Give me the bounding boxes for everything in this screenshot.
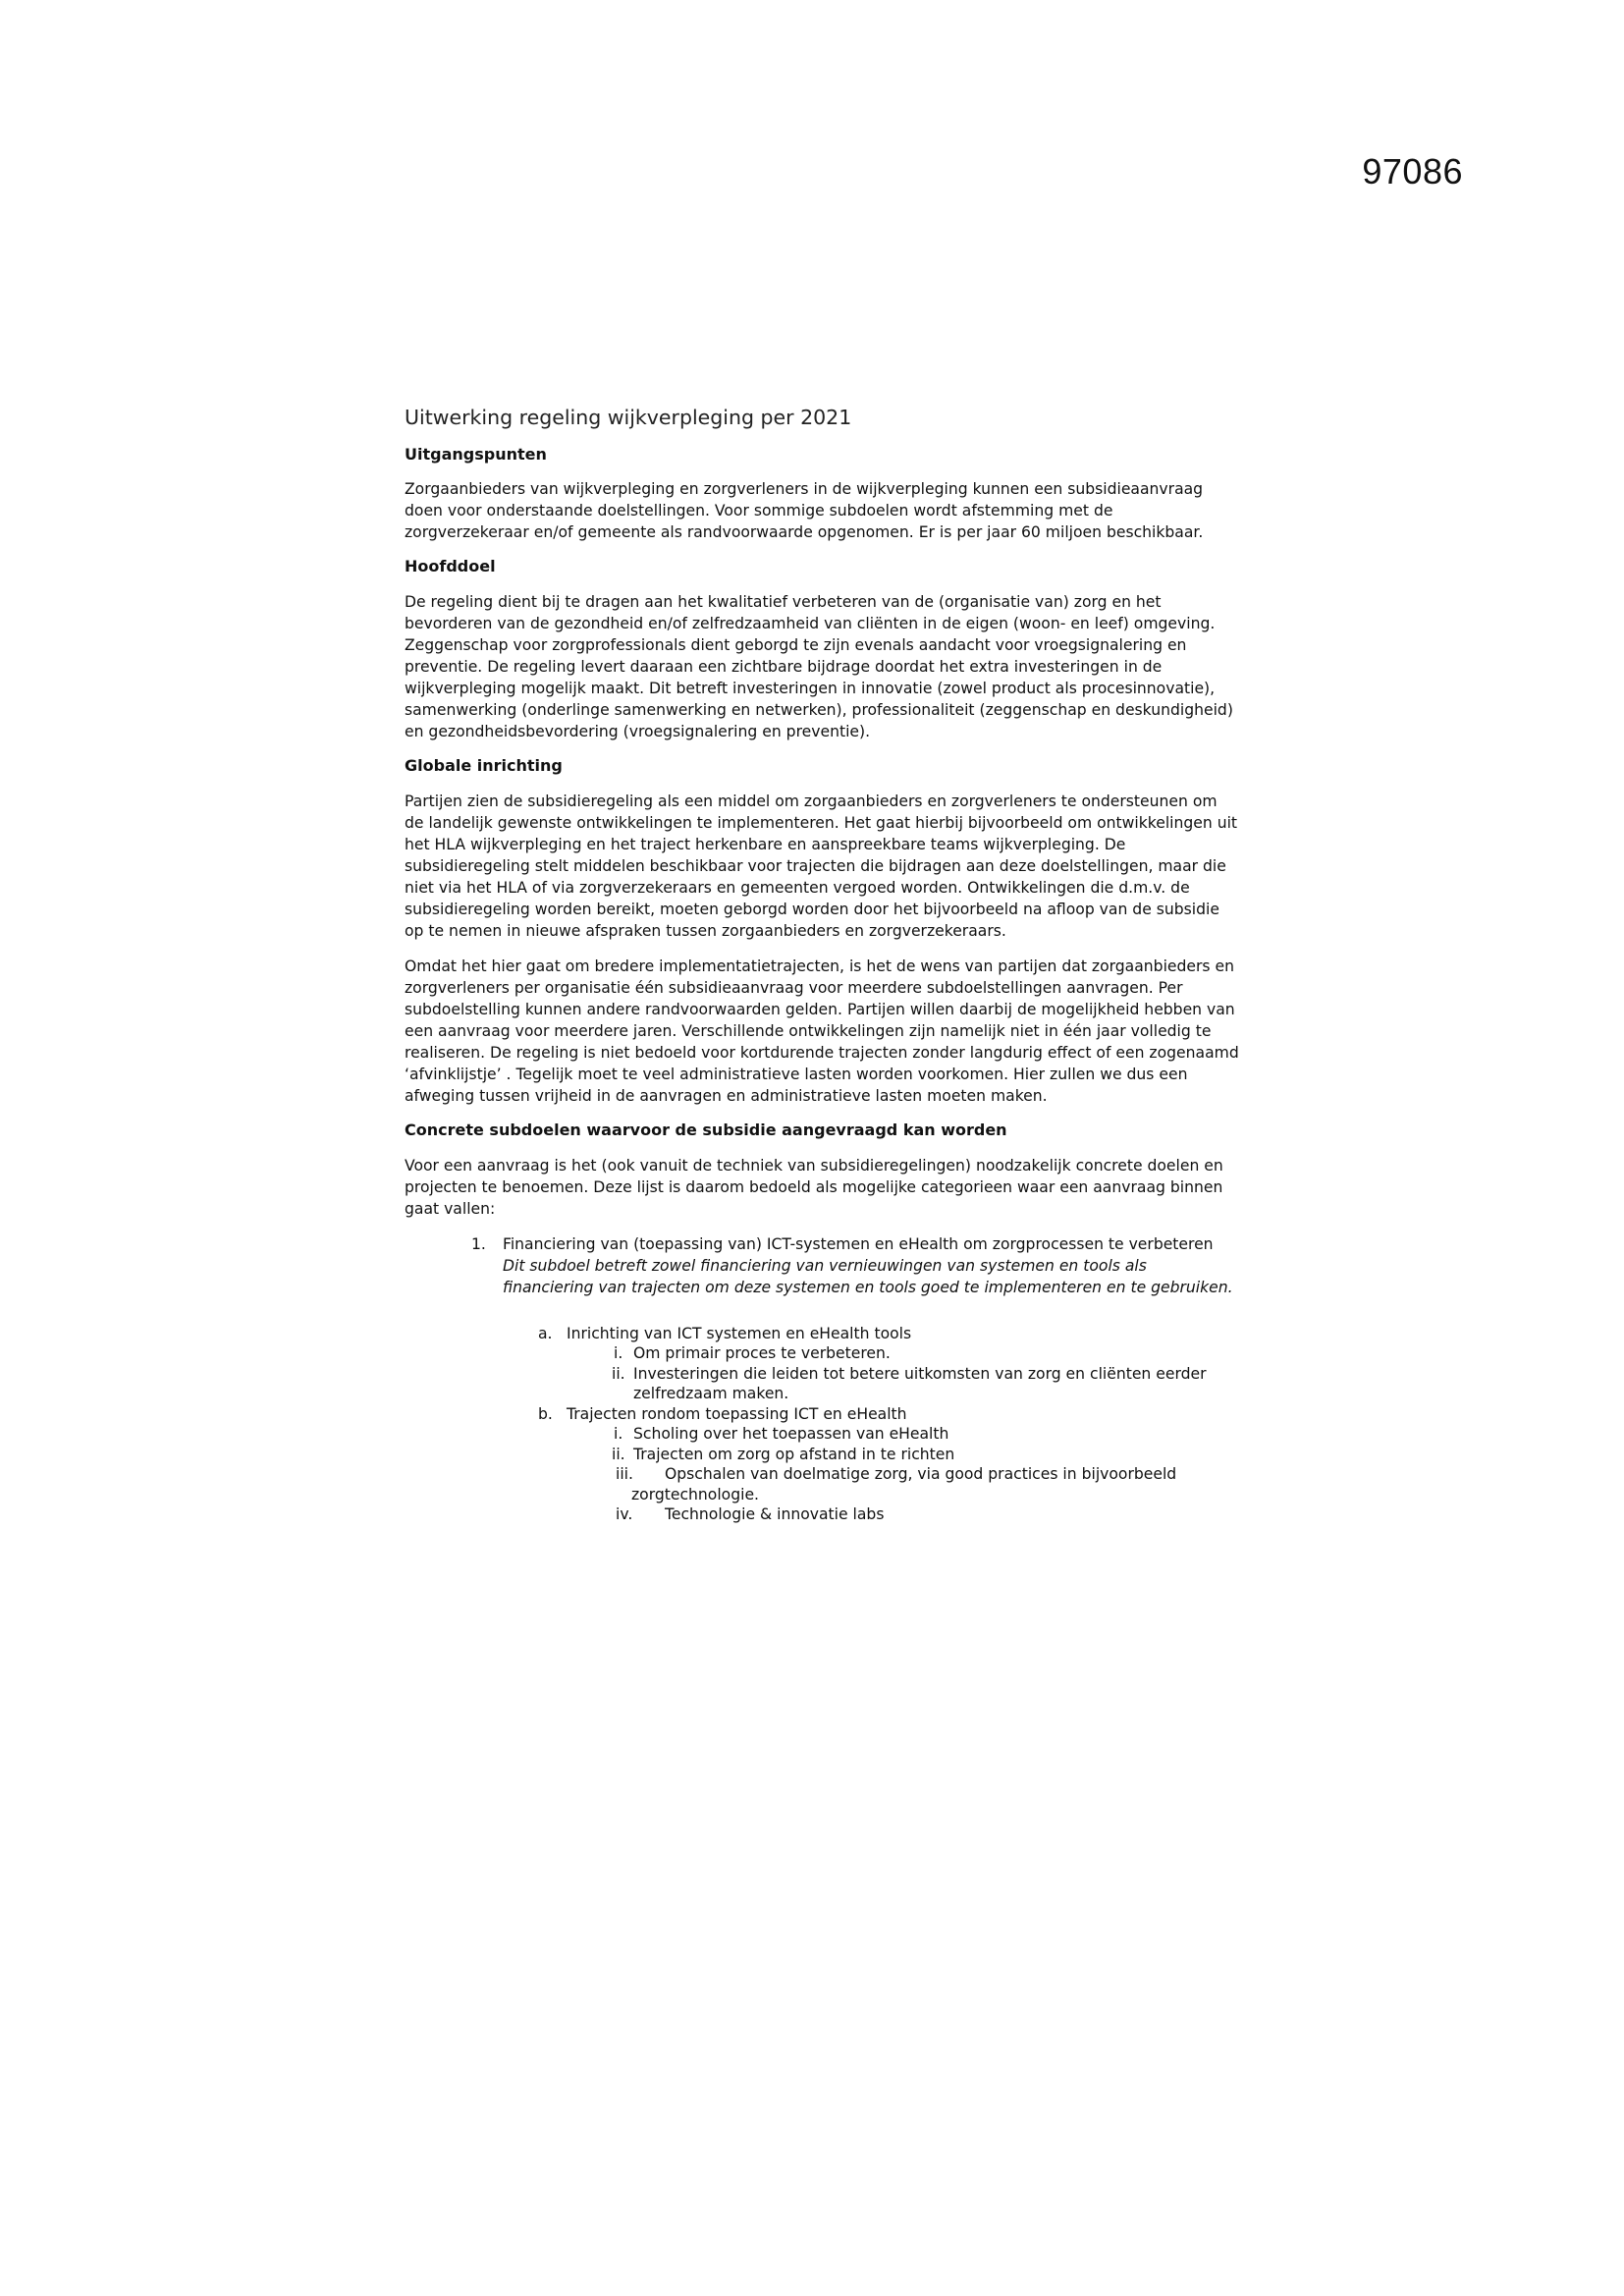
section-heading-globale-inrichting: Globale inrichting — [405, 756, 563, 776]
paragraph: Zorgaanbieders van wijkverpleging en zorgverleners in de wijkverpleging kunnen een subsidieaanvraag doen voor onderstaande doelstellingen. Voor sommige subdoelen wordt afstemming met de zorgverzekeraar en/of gemeente als randvoorwaarde opgenomen. Er is per jaar 60 miljoen beschikbaar. — [405, 480, 1204, 542]
list-item-text: Investeringen die leiden tot betere uitkomsten van zorg en cliënten eerder zelfredzaam maken. — [633, 1364, 1207, 1403]
list-item-text: Trajecten om zorg op afstand in te richten — [633, 1445, 955, 1463]
document-title: Uitwerking regeling wijkverpleging per 2021 — [405, 406, 852, 429]
list-item-number: 1. — [471, 1234, 486, 1253]
list-item-number: a. — [538, 1324, 553, 1342]
list-item-title: Financiering van (toepassing van) ICT-systemen en eHealth om zorgprocessen te verbeteren — [503, 1234, 1214, 1253]
list-item-text-continued: zorgtechnologie. — [631, 1485, 760, 1503]
list-item — [567, 1424, 1239, 1445]
list-item-label: Trajecten rondom toepassing ICT en eHealth — [567, 1404, 907, 1423]
document-body — [405, 405, 1239, 1525]
list-item — [567, 1445, 1239, 1465]
list-item-number: iii. — [616, 1465, 633, 1484]
list-item-label: Inrichting van ICT systemen en eHealth tools — [567, 1324, 912, 1342]
list-item — [567, 1343, 1239, 1364]
paragraph: De regeling dient bij te dragen aan het kwalitatief verbeteren van de (organisatie van) zorg en het bevorderen van de gezondheid en/of zelfredzaamheid van cliënten in de eigen (woon- en leef) omgeving. Zeggenschap voor zorgprofessionals dient geborgd te zijn evenals aandacht voor vroegsignalering en preventie. De regeling levert daaraan een zichtbare bijdrage doordat het extra investeringen in de wijkverpleging mogelijk maakt. Dit betreft investeringen in innovatie (zowel product als procesinnovatie), samenwerking (onderlinge samenwerking en netwerken), professionaliteit (zeggenschap en deskundigheid) en gezondheidsbevordering (vroegsignalering en preventie). — [405, 593, 1233, 741]
list-item-text: Opschalen van doelmatige zorg, via good practices in bijvoorbeeld — [665, 1465, 1177, 1484]
sublist-roman — [567, 1343, 1239, 1404]
list-item-number: ii. — [612, 1364, 625, 1383]
paragraph: Omdat het hier gaat om bredere implementatietrajecten, is het de wens van partijen dat zorgaanbieders en zorgverleners per organisatie één subsidieaanvraag voor meerdere subdoelstellingen aanvragen. Per subdoelstelling kunnen andere randvoorwaarden gelden. Partijen willen daarbij de mogelijkheid hebben van een aanvraag voor meerdere jaren. Verschillende ontwikkelingen zijn namelijk niet in één jaar volledig te realiseren. De regeling is niet bedoeld voor kortdurende trajecten zonder langdurig effect of een zogenaamd ‘afvinklijstje’ . Tegelijk moet te veel administratieve lasten worden voorkomen. Hier zullen we dus een afweging tussen vrijheid in de aanvragen en administratieve lasten moeten maken. — [405, 957, 1239, 1106]
list-item — [567, 1504, 1239, 1525]
list-item — [503, 1404, 1239, 1525]
subgoal-list — [405, 1233, 1239, 1525]
paragraph: Partijen zien de subsidieregeling als een middel om zorgaanbieders en zorgverleners te ondersteunen om de landelijk gewenste ontwikkelingen te implementeren. Het gaat hierbij bijvoorbeeld om ontwikkelingen uit het HLA wijkverpleging en het traject herkenbare en aanspreekbare teams wijkverpleging. De subsidieregeling stelt middelen beschikbaar voor trajecten die bijdragen aan deze doelstellingen, maar die niet via het HLA of via zorgverzekeraars en gemeenten vergoed worden. Ontwikkelingen die d.m.v. de subsidieregeling worden bereikt, moeten geborgd worden door het bijvoorbeeld na afloop van de subsidie op te nemen in nieuwe afspraken tussen zorgaanbieders en zorgverzekeraars. — [405, 793, 1238, 941]
list-item-number: b. — [538, 1404, 553, 1423]
list-item-number: i. — [614, 1344, 623, 1363]
list-item-text: Scholing over het toepassen van eHealth — [633, 1425, 949, 1444]
section-heading-concrete-subdoelen: Concrete subdoelen waarvoor de subsidie aangevraagd kan worden — [405, 1121, 1007, 1140]
list-item — [567, 1464, 1239, 1504]
section-heading-hoofddoel: Hoofddoel — [405, 557, 496, 576]
sublist-alpha — [503, 1324, 1239, 1525]
list-item — [405, 1233, 1239, 1525]
list-item-number: i. — [614, 1425, 623, 1444]
list-item — [567, 1364, 1239, 1404]
sublist-roman — [567, 1424, 1239, 1525]
list-item-number: ii. — [612, 1445, 625, 1463]
list-item-number: iv. — [616, 1505, 633, 1524]
page-number: 97086 — [1362, 151, 1463, 191]
list-item-text: Om primair proces te verbeteren. — [633, 1344, 891, 1363]
list-item-description: Dit subdoel betreft zowel financiering van vernieuwingen van systemen en tools als financiering van trajecten om deze systemen en tools goed te implementeren en te gebruiken. — [503, 1256, 1233, 1296]
section-heading-uitgangspunten: Uitgangspunten — [405, 444, 547, 464]
list-item — [503, 1324, 1239, 1404]
paragraph: Voor een aanvraag is het (ook vanuit de techniek van subsidieregelingen) noodzakelijk concrete doelen en projecten te benoemen. Deze lijst is daarom bedoeld als mogelijke categorieen waar een aanvraag binnen gaat vallen: — [405, 1156, 1223, 1218]
list-item-text: Technologie & innovatie labs — [665, 1505, 885, 1524]
